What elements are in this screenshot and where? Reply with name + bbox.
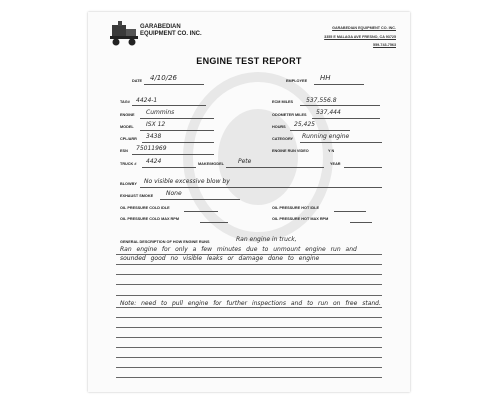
model-label: MODEL (120, 125, 134, 129)
ruled-line (116, 337, 382, 338)
ruled-line (116, 284, 382, 285)
company-name (140, 24, 202, 38)
cpl-value: 3438 (146, 133, 162, 140)
video-label: ENGINE RUN VIDEO (272, 149, 309, 153)
category-label: CATEGORY (272, 137, 294, 141)
ruled-line (116, 264, 382, 265)
test-report-sheet (88, 12, 410, 392)
truck-label: TRUCK # (120, 162, 137, 166)
oil-hot-max-label: OIL PRESSURE HOT MAX RPM (272, 217, 329, 221)
odometer-value: 537,444 (316, 109, 341, 116)
video-value: Y N (328, 149, 335, 153)
ecm-line (300, 105, 380, 106)
esn-line (132, 154, 214, 155)
address-company: GARABEDIAN EQUIPMENT CO. INC. (332, 26, 396, 30)
ruled-line (116, 357, 382, 358)
ruled-line (116, 274, 382, 275)
category-value: Running engine (302, 133, 350, 140)
category-line (300, 142, 382, 143)
tag-line (132, 105, 206, 106)
year-line (344, 167, 382, 168)
date-line (144, 84, 204, 85)
employee-label: EMPLOYEE (286, 79, 308, 83)
date-label: DATE (132, 79, 143, 83)
exhaust-line (160, 199, 240, 200)
hours-line (290, 130, 350, 131)
exhaust-value: None (166, 190, 182, 197)
esn-value: 75011969 (136, 145, 167, 152)
description-paragraph-2: Note: need to pull engine for further inspections and to run on free stand. (120, 300, 381, 307)
ruled-line (116, 295, 382, 296)
oil-cold-idle-label: OIL PRESSURE COLD IDLE (120, 206, 170, 210)
oil-cold-idle-line (184, 211, 218, 212)
model-line (140, 130, 214, 131)
employee-value: HH (320, 74, 331, 82)
employee-line (314, 84, 364, 85)
make-line (226, 167, 324, 168)
ruled-line (116, 367, 382, 368)
address-street: 3355 E MALAGA AVE FRESNO, CA 93725 (324, 35, 396, 39)
hours-label: HOURS (272, 125, 286, 129)
truck-value: 4424 (146, 158, 162, 165)
engine-value: Cummins (146, 109, 175, 116)
company-name-line2: EQUIPMENT CO. INC. (140, 31, 202, 37)
report-title: ENGINE TEST REPORT (196, 56, 302, 66)
company-name-line1: GARABEDIAN (140, 24, 181, 30)
ruled-line (116, 347, 382, 348)
cpl-line (142, 142, 214, 143)
ecm-label: ECM MILES (272, 100, 294, 104)
description-paragraph-1: Ran engine for only a few minutes due to unmount engine run and sounded good no visible leaks or damage done to engine (120, 246, 357, 263)
ecm-value: 537,556.8 (306, 97, 337, 104)
address-phone: 559-743-7563 (373, 43, 396, 47)
engine-label: ENGINE (120, 113, 135, 117)
oil-cold-max-label: OIL PRESSURE COLD MAX RPM (120, 217, 179, 221)
cpl-label: CPL/ARR (120, 137, 137, 141)
odometer-line (312, 118, 380, 119)
ruled-line (116, 317, 382, 318)
hours-value: 25,425 (294, 121, 315, 128)
tag-label: TAG# (120, 100, 130, 104)
blowby-label: BLOWBY (120, 182, 137, 186)
truck-line (142, 167, 196, 168)
blowby-value: No visible excessive blow by (144, 178, 230, 185)
odometer-label: ODOMETER MILES (272, 113, 307, 117)
blowby-line (140, 187, 382, 188)
year-label: YEAR (330, 162, 341, 166)
exhaust-label: EXHAUST SMOKE (120, 194, 154, 198)
company-logo-icon (108, 21, 142, 47)
oil-hot-max-line (350, 222, 372, 223)
oil-cold-max-line (200, 222, 228, 223)
engine-line (140, 118, 214, 119)
ruled-line (116, 377, 382, 378)
tag-value: 4424-1 (136, 97, 158, 104)
oil-hot-idle-line (334, 211, 366, 212)
model-value: ISX 12 (146, 121, 166, 128)
esn-label: ESN (120, 149, 128, 153)
make-value: Pete (238, 158, 252, 165)
description-label: GENERAL DESCRIPTION OF HOW ENGINE RUNS (120, 240, 210, 244)
date-value: 4/10/26 (150, 74, 177, 82)
ruled-line (116, 327, 382, 328)
description-first-line: Ran engine in truck, (236, 236, 297, 243)
make-label: MAKE/MODEL (198, 162, 224, 166)
oil-hot-idle-label: OIL PRESSURE HOT IDLE (272, 206, 319, 210)
